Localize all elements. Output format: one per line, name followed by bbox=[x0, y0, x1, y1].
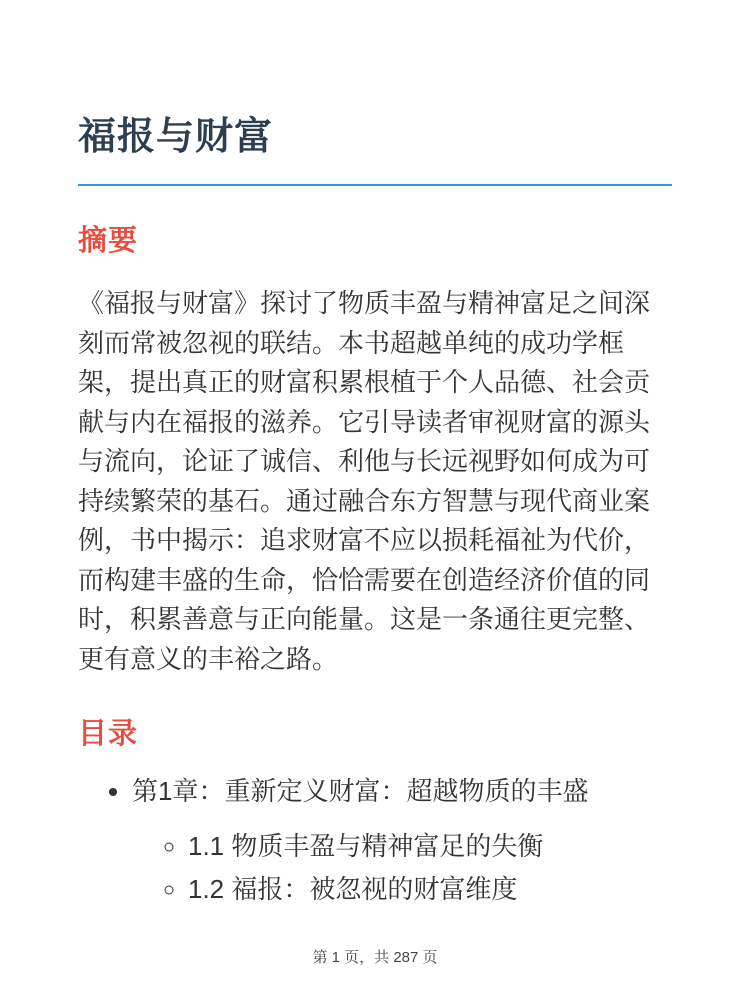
toc-chapter-label: 第1章：重新定义财富：超越物质的丰盛 bbox=[132, 776, 589, 806]
toc-section-label: 1.2 福报：被忽视的财富维度 bbox=[188, 874, 518, 904]
toc-section-item bbox=[188, 868, 672, 911]
abstract-paragraph: 《福报与财富》探讨了物质丰盈与精神富足之间深刻而常被忽视的联结。本书超越单纯的成功学框架，提出真正的财富积累根植于个人品德、社会贡献与内在福报的滋养。它引导读者审视财富的源头与流向，论证了诚信、利他与长远视野如何成为可持续繁荣的基石。通过融合东方智慧与现代商业案例，书中揭示：追求财富不应以损耗福祉为代价，而构建丰盛的生命，恰恰需要在创造经济价值的同时，积累善意与正向能量。这是一条通往更完整、更有意义的丰裕之路。 bbox=[78, 288, 651, 674]
title-divider bbox=[78, 184, 672, 186]
toc-section-item bbox=[188, 825, 672, 868]
toc-section-label: 1.1 物质丰盈与精神富足的失衡 bbox=[188, 831, 544, 861]
abstract-heading: 摘要 bbox=[78, 225, 139, 257]
page-number: 第 1 页，共 287 页 bbox=[312, 949, 438, 966]
toc-heading: 目录 bbox=[78, 718, 139, 750]
toc-list bbox=[78, 777, 672, 911]
toc-chapter-item bbox=[132, 777, 672, 911]
page-title: 福报与财富 bbox=[78, 116, 274, 158]
toc-sublist bbox=[132, 825, 672, 911]
